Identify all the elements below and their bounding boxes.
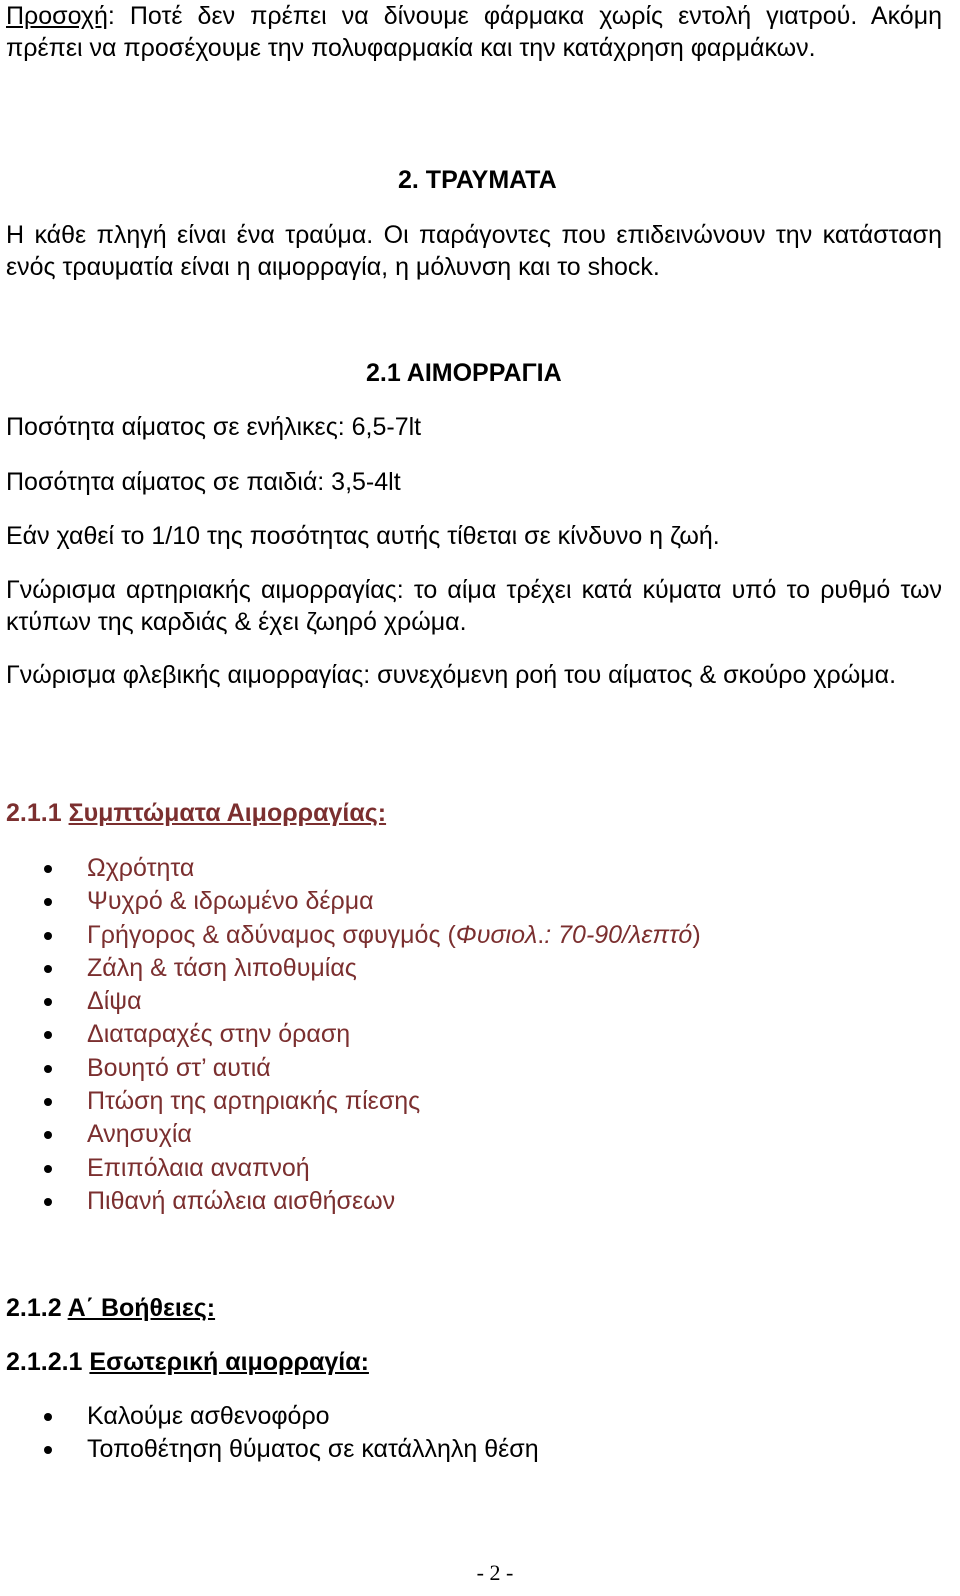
section-2-1-2-title: Α΄ Βοήθειες: [67, 1294, 216, 1322]
bullet-icon [44, 1446, 52, 1454]
symptom-text: Ζάλη & τάση λιποθυμίας [87, 953, 357, 982]
bullet-icon [44, 865, 52, 873]
bullet-icon [44, 1098, 52, 1106]
bullet-icon [44, 932, 52, 940]
section-2-1-2-1-number: 2.1.2.1 [6, 1348, 90, 1376]
bullet-icon [44, 1413, 52, 1421]
first-aid-list [0, 1400, 539, 1467]
list-item [0, 1052, 701, 1085]
section-2-1-2-1-heading [6, 1346, 369, 1378]
arterial-bleeding-note: Γνώρισμα αρτηριακής αιμορραγίας: το αίμα τρέχει κατά κύματα υπό το ρυθμό των κτύπων της καρδιάς & έχει ζωηρό χρώμα. [6, 576, 942, 636]
list-item [0, 985, 701, 1018]
pulse-suffix: ) [692, 920, 701, 949]
list-item [0, 1018, 701, 1051]
pulse-prefix: Γρήγορος & αδύναμος σφυγμός ( [87, 920, 456, 949]
list-item [0, 952, 701, 985]
symptom-text: Διαταραχές στην όραση [87, 1020, 351, 1049]
bullet-icon [44, 1031, 52, 1039]
section-2-1-1-number: 2.1.1 [6, 799, 69, 827]
pulse-italic: Φυσιολ [455, 920, 538, 949]
symptom-text: Δίψα [87, 987, 142, 1016]
list-item [0, 1185, 701, 1218]
section-2-1-2-heading [6, 1292, 215, 1324]
section-2-1-1-title: Συμπτώματα Αιμορραγίας: [68, 799, 387, 827]
bullet-icon [44, 898, 52, 906]
first-aid-step: Τοποθέτηση θύματος σε κατάλληλη θέση [87, 1435, 539, 1464]
venous-bleeding-note: Γνώρισμα φλεβικής αιμορραγίας: συνεχόμενη ροή του αίματος & σκούρο χρώμα. [6, 661, 897, 689]
bullet-icon [44, 965, 52, 973]
list-item [0, 1118, 701, 1151]
bullet-icon [44, 1165, 52, 1173]
symptom-text: Ψυχρό & ιδρωμένο δέρμα [87, 887, 374, 916]
list-item [0, 1433, 539, 1466]
section-2-1-2-1-title: Εσωτερική αιμορραγία: [89, 1348, 369, 1376]
section-2-1-2-number: 2.1.2 [6, 1294, 68, 1322]
pulse-range: : 70-90/λεπτό [544, 920, 693, 949]
warning-label: Προσοχή [6, 2, 108, 30]
bullet-icon [44, 1065, 52, 1073]
section-2-intro: Η κάθε πληγή είναι ένα τραύμα. Οι παράγοντες που επιδεινώνουν την κατάσταση ενός τραυματία είναι η αιμορραγία, η μόλυνση και το shock. [6, 221, 942, 281]
symptom-text: Πιθανή απώλεια αισθήσεων [87, 1186, 396, 1215]
symptom-text: Βουητό στ’ αυτιά [87, 1053, 271, 1082]
section-2-title: 2. ΤΡΑΥΜΑΤΑ [398, 166, 557, 194]
symptoms-list [0, 852, 701, 1218]
warning-paragraph [6, 0, 942, 64]
warning-colon: : [107, 2, 115, 30]
list-item [0, 1085, 701, 1118]
section-2-1-title: 2.1 ΑΙΜΟΡΡΑΓΙΑ [366, 359, 562, 387]
symptom-text: Ωχρότητα [87, 854, 195, 882]
blood-volume-adults: Ποσότητα αίματος σε ενήλικες: 6,5-7lt [6, 413, 422, 441]
bullet-icon [44, 1131, 52, 1139]
page-number: - 2 - [476, 1560, 514, 1585]
section-2-1-1-heading [6, 797, 386, 829]
symptom-pulse [87, 921, 701, 949]
bullet-icon [44, 1198, 52, 1206]
symptom-text: Επιπόλαια αναπνοή [87, 1153, 310, 1182]
list-item [0, 1400, 539, 1433]
life-danger-note: Εάν χαθεί το 1/10 της ποσότητας αυτής τίθεται σε κίνδυνο η ζωή. [6, 522, 720, 550]
list-item [0, 1152, 701, 1185]
list-item [0, 885, 701, 918]
list-item [0, 852, 701, 885]
pulse-dot: . [537, 920, 545, 949]
bullet-icon [44, 998, 52, 1006]
blood-volume-children: Ποσότητα αίματος σε παιδιά: 3,5-4lt [6, 468, 401, 496]
first-aid-step: Καλούμε ασθενοφόρο [87, 1402, 330, 1430]
warning-text: Ποτέ δεν πρέπει να δίνουμε φάρμακα χωρίς εντολή γιατρού. Ακόμη πρέπει να προσέχουμε την πολυφαρμακία και την κατάχρηση φαρμάκων. [6, 2, 942, 62]
list-item [0, 919, 701, 952]
symptom-text: Πτώση της αρτηριακής πίεσης [87, 1087, 421, 1116]
symptom-text: Ανησυχία [87, 1120, 192, 1149]
